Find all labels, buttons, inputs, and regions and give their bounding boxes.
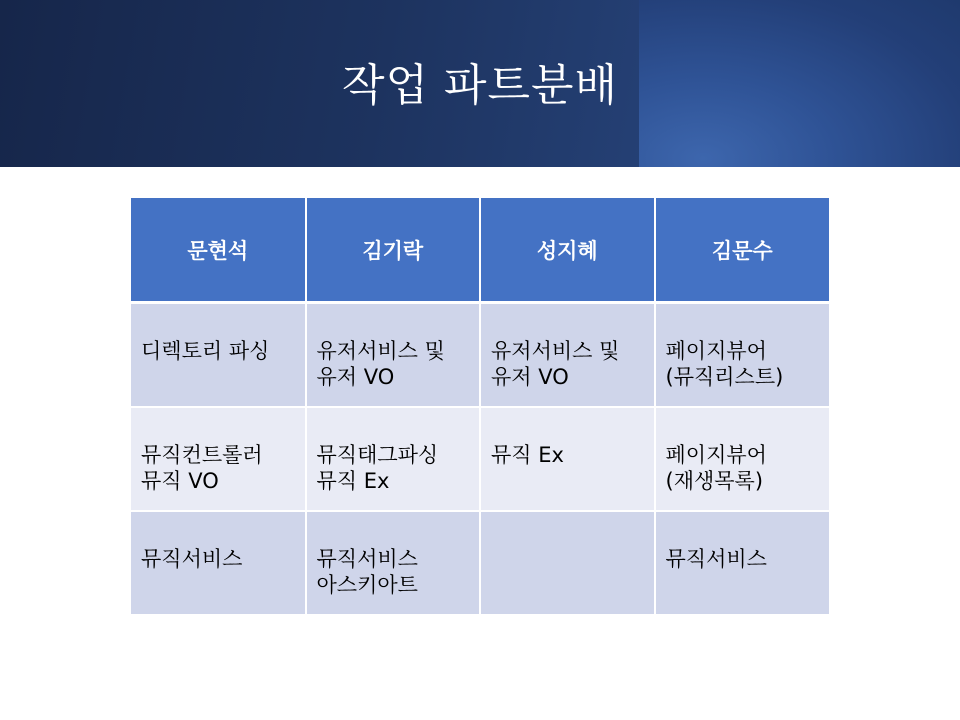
table-header-row <box>131 198 829 303</box>
work-distribution-table <box>131 198 829 616</box>
table-row <box>131 511 829 615</box>
table-cell: 뮤직태그파싱 뮤직 Ex <box>306 407 481 511</box>
table-cell: 유저서비스 및 유저 VO <box>480 303 655 407</box>
table-cell: 페이지뷰어 (재생목록) <box>655 407 830 511</box>
header-cell-member-3: 성지혜 <box>480 198 655 303</box>
header-cell-member-1: 문현석 <box>131 198 306 303</box>
table-cell: 페이지뷰어 (뮤직리스트) <box>655 303 830 407</box>
slide-title: 작업 파트분배 <box>341 59 618 111</box>
title-banner <box>0 0 960 167</box>
table-cell: 유저서비스 및 유저 VO <box>306 303 481 407</box>
table-cell <box>480 511 655 615</box>
table-cell: 뮤직서비스 <box>131 511 306 615</box>
table-row <box>131 407 829 511</box>
table-cell: 뮤직 Ex <box>480 407 655 511</box>
header-cell-member-4: 김문수 <box>655 198 830 303</box>
table-row <box>131 303 829 407</box>
table-cell: 뮤직서비스 아스키아트 <box>306 511 481 615</box>
table-cell: 디렉토리 파싱 <box>131 303 306 407</box>
table-cell: 뮤직서비스 <box>655 511 830 615</box>
header-cell-member-2: 김기락 <box>306 198 481 303</box>
table-cell: 뮤직컨트롤러 뮤직 VO <box>131 407 306 511</box>
